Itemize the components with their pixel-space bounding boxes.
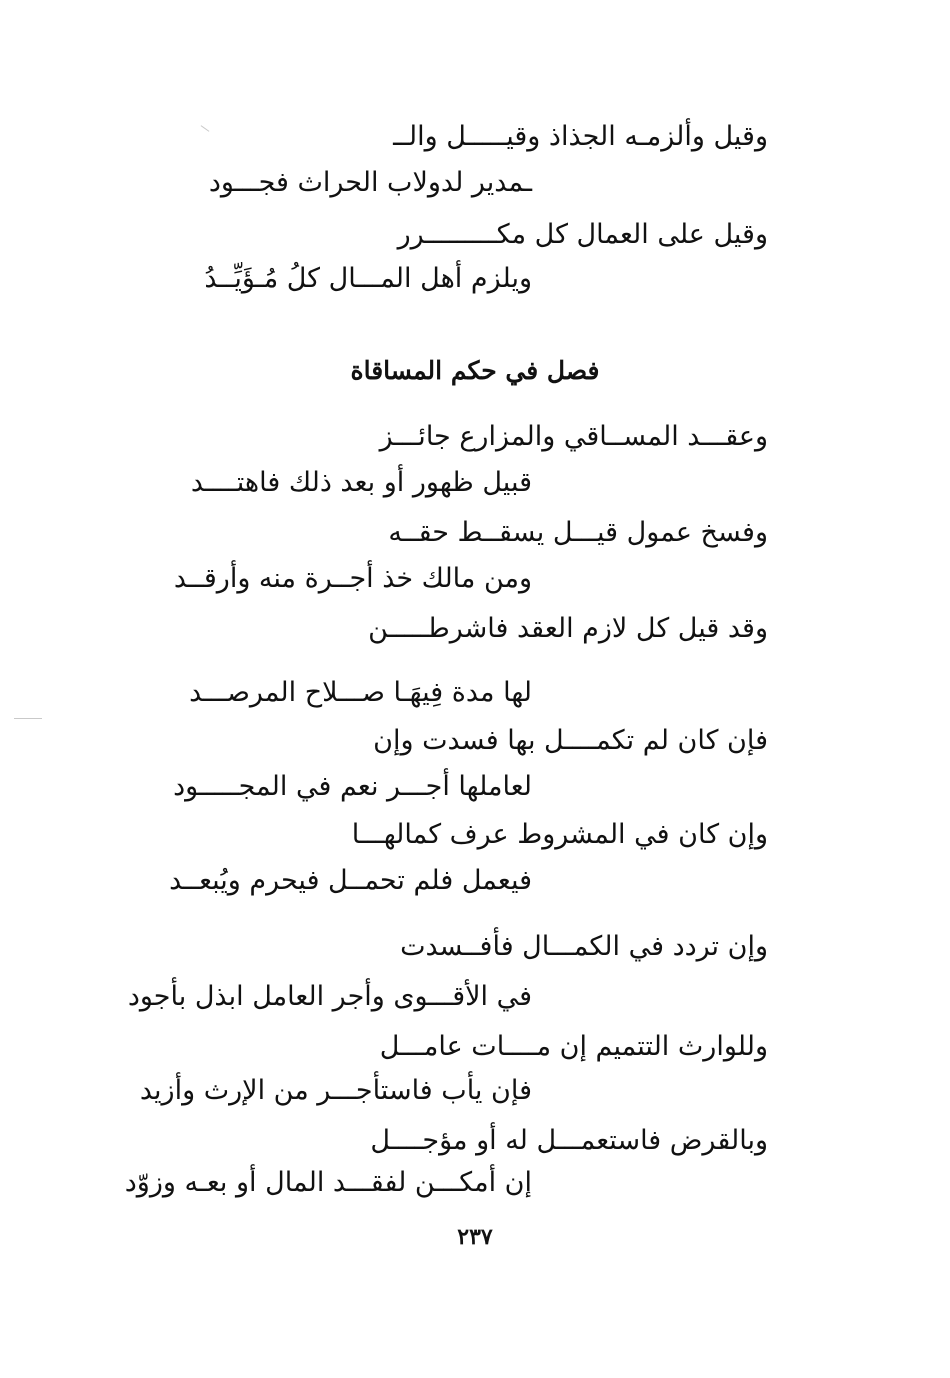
verse-line: قبيل ظهور أو بعد ذلك فاهتــــد <box>190 467 532 498</box>
section-heading: فصل في حكم المساقاة <box>350 356 600 385</box>
verse-line: وبالقرض فاستعمـــل له أو مؤجــــل <box>370 1125 768 1156</box>
page-number: ٢٣٧ <box>457 1224 493 1250</box>
verse-line: إن أمكـــن لفقـــد المال أو بعـه وزوّد <box>124 1167 532 1198</box>
verse-line: وقد قيل كل لازم العقد فاشرطـــــن <box>368 613 768 644</box>
verse-line: فإن يأب فاستأجـــر من الإرث وأزيد <box>139 1075 532 1106</box>
verse-line: وإن كان في المشروط عرف كمالهـــا <box>351 819 768 850</box>
verse-line: ويلزم أهل المـــال كلُ مُـؤَيِّــدُ <box>204 263 532 294</box>
verse-line: وإن تردد في الكمـــال فأفــسدت <box>400 931 768 962</box>
verse-line: وقيل وألزمـه الجذاذ وقيـــــل والــ <box>393 121 768 152</box>
verse-line: فيعمل فلم تحمــل فيحرم ويُبعــد <box>169 865 532 896</box>
verse-line: وفسخ عمول قيـــل يسقــط حقــه <box>388 517 768 548</box>
verse-line: ومن مالك خذ أجــرة منه وأرقــد <box>173 563 532 594</box>
verse-line: وعقـــد المســاقي والمزارع جائـــز <box>379 421 768 452</box>
verse-line: في الأقـــوى وأجر العامل ابذل بأجود <box>127 981 532 1012</box>
verse-line: ـمدير لدولاب الحراث فجـــود <box>208 167 532 198</box>
scan-speck <box>201 125 210 132</box>
verse-line: وقيل على العمال كل مكـــــــــرر <box>397 219 768 250</box>
verse-line: وللوارث التتميم إن مــــات عامـــل <box>379 1031 768 1062</box>
scan-edge-mark <box>14 718 42 719</box>
verse-line: لها مدة فِيهَـا صـــلاح المرصـــد <box>189 677 532 708</box>
verse-line: فإن كان لم تكمــــل بها فسدت وإن <box>373 725 768 756</box>
verse-line: لعاملها أجـــر نعم في المجـــــود <box>173 771 532 802</box>
